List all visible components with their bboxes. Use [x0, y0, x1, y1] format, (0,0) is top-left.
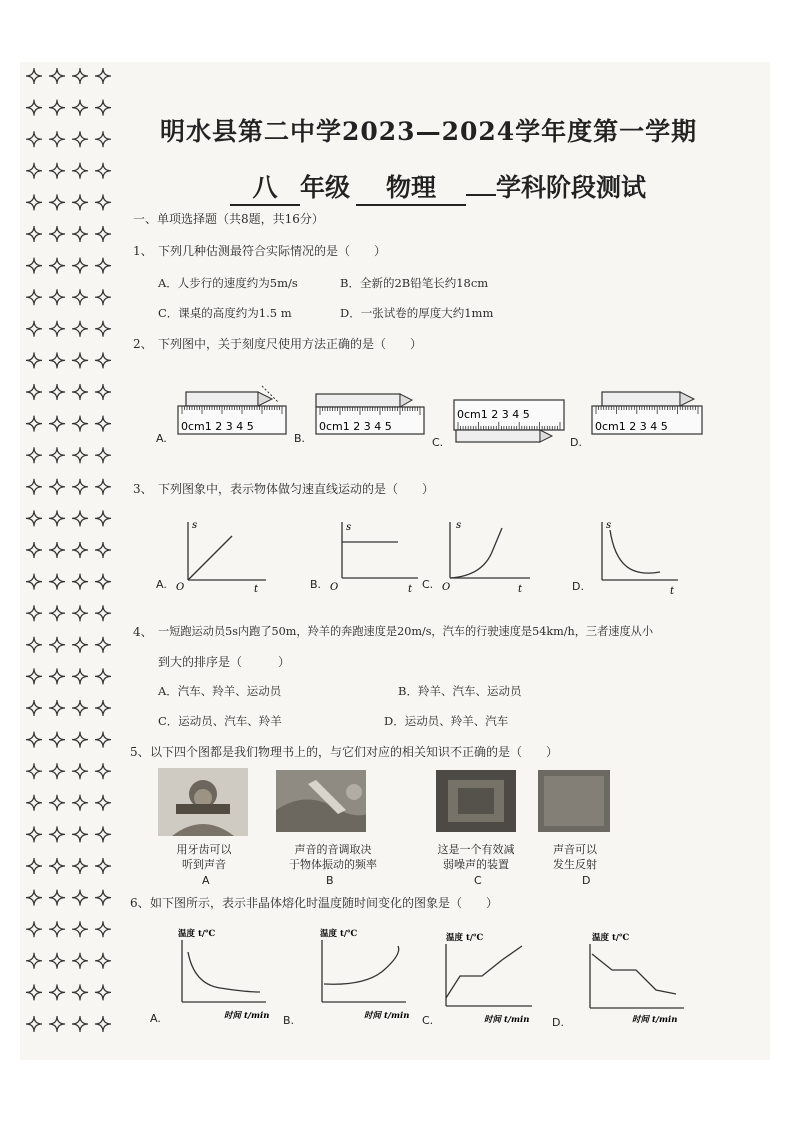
q6-label-b: B.: [283, 1014, 295, 1027]
q5-number: 5、: [130, 745, 150, 759]
sparkle-icon: [72, 1016, 88, 1032]
sparkle-icon: [49, 226, 65, 242]
sparkle-icon-column: [24, 64, 116, 1054]
q2-label-a: A.: [156, 432, 167, 445]
sparkle-icon: [95, 1016, 111, 1032]
sparkle-icon: [26, 890, 42, 906]
sparkle-icon: [95, 352, 111, 368]
q5-caption-b: 声音的音调取决 于物体振动的频率: [289, 843, 377, 871]
sparkle-icon: [72, 384, 88, 400]
sparkle-icon: [72, 131, 88, 147]
q6-graph-c: [430, 928, 540, 1024]
sparkle-icon: [49, 1016, 65, 1032]
sparkle-icon: [26, 194, 42, 210]
sparkle-icon: [26, 921, 42, 937]
sparkle-icon: [72, 732, 88, 748]
q6-stem: 如下图所示，表示非晶体熔化时温度随时间变化的图象是（ ）: [150, 896, 499, 910]
q1-option-c: C．课桌的高度约为1.5 m: [158, 306, 292, 320]
sparkle-icon: [95, 258, 111, 274]
sparkle-icon: [26, 447, 42, 463]
sparkle-icon: [49, 858, 65, 874]
sparkle-icon: [49, 163, 65, 179]
q2-number: 2、: [133, 337, 153, 351]
sparkle-icon: [49, 605, 65, 621]
sparkle-icon: [95, 826, 111, 842]
sparkle-icon: [95, 795, 111, 811]
q6-a-x-label: 时间 t/min: [224, 1011, 270, 1021]
q3-number: 3、: [133, 482, 153, 496]
sparkle-icon: [95, 416, 111, 432]
q6-c-x-label: 时间 t/min: [484, 1015, 530, 1024]
sparkle-icon: [49, 542, 65, 558]
sparkle-icon: [49, 68, 65, 84]
q3-d-x-label: t: [670, 586, 675, 596]
q4-option-b: B．羚羊、汽车、运动员: [398, 684, 522, 698]
q6-label-c: C.: [422, 1014, 434, 1027]
q4-stem-cont: 到大的排序是（ ）: [158, 655, 291, 669]
sparkle-icon: [26, 479, 42, 495]
q3-c-y-label: s: [456, 520, 462, 531]
q3-graph-d: [590, 516, 686, 596]
q3-graph-c: [436, 516, 536, 594]
sparkle-icon: [49, 953, 65, 969]
subject-blank: 物理: [356, 168, 466, 206]
sparkle-icon: [95, 890, 111, 906]
sparkle-icon: [49, 795, 65, 811]
sparkle-icon: [49, 826, 65, 842]
q2-ruler-text-c: 0cm1 2 3 4 5: [457, 408, 530, 421]
q2-ruler-text-a: 0cm1 2 3 4 5: [181, 420, 254, 433]
sparkle-icon: [49, 510, 65, 526]
q6-label-d: D.: [552, 1016, 564, 1029]
q2-ruler-text-b: 0cm1 2 3 4 5: [319, 420, 392, 433]
sparkle-icon: [26, 858, 42, 874]
sparkle-icon: [72, 194, 88, 210]
subject-blank-tail: [466, 194, 496, 196]
sparkle-icon: [72, 479, 88, 495]
sparkle-icon: [49, 574, 65, 590]
q6-c-y-label: 温度 t/℃: [446, 933, 484, 943]
sparkle-icon: [49, 700, 65, 716]
q1-option-a: A．人步行的速度约为5m/s: [158, 276, 298, 290]
sparkle-icon: [72, 100, 88, 116]
sparkle-icon: [95, 479, 111, 495]
q3-a-x-label: t: [254, 584, 259, 594]
sparkle-icon: [26, 416, 42, 432]
sparkle-icon: [49, 100, 65, 116]
q3-c-origin: O: [442, 582, 451, 593]
sparkle-icon: [26, 289, 42, 305]
sparkle-icon: [72, 890, 88, 906]
sparkle-icon: [95, 605, 111, 621]
sparkle-icon: [72, 953, 88, 969]
sparkle-icon: [49, 732, 65, 748]
sparkle-icon: [49, 921, 65, 937]
q1-number: 1、: [133, 244, 153, 258]
sparkle-icon: [95, 732, 111, 748]
sparkle-icon: [95, 510, 111, 526]
sparkle-icon: [26, 258, 42, 274]
q6-b-x-label: 时间 t/min: [364, 1011, 410, 1021]
q3-a-y-label: s: [192, 520, 198, 531]
sparkle-icon: [49, 194, 65, 210]
sparkle-icon: [72, 258, 88, 274]
sparkle-icon: [72, 226, 88, 242]
sparkle-icon: [72, 542, 88, 558]
sparkle-icon: [49, 384, 65, 400]
margin-decoration: [24, 64, 116, 1054]
q4-option-c: C．运动员、汽车、羚羊: [158, 714, 282, 728]
q3-graph-a: [170, 516, 270, 594]
sparkle-icon: [95, 542, 111, 558]
sparkle-icon: [49, 890, 65, 906]
sparkle-icon: [49, 668, 65, 684]
q2-label-c: C.: [432, 436, 444, 449]
sparkle-icon: [72, 637, 88, 653]
sparkle-icon: [26, 163, 42, 179]
q6-a-y-label: 温度 t/℃: [178, 929, 216, 939]
q6-d-y-label: 温度 t/℃: [592, 933, 630, 943]
sparkle-icon: [26, 605, 42, 621]
q4-option-d: D．运动员、羚羊、汽车: [384, 714, 509, 728]
grade-suffix: 年级: [300, 173, 351, 202]
q6-graph-a: [164, 926, 274, 1022]
q3-b-y-label: s: [346, 522, 352, 533]
sparkle-icon: [72, 416, 88, 432]
q4-stem: 一短跑运动员5s内跑了50m，羚羊的奔跑速度是20m/s，汽车的行驶速度是54km/h，三者速度从小: [158, 625, 654, 638]
q6-label-a: A.: [150, 1012, 161, 1025]
sparkle-icon: [26, 984, 42, 1000]
q2-figure-b: [310, 384, 428, 444]
sparkle-icon: [72, 763, 88, 779]
sparkle-icon: [72, 605, 88, 621]
sparkle-icon: [72, 574, 88, 590]
sparkle-icon: [26, 795, 42, 811]
q5-label-c: C: [474, 874, 482, 887]
q3-b-origin: O: [330, 582, 339, 593]
q4-option-a: A．汽车、羚羊、运动员: [158, 684, 282, 698]
sparkle-icon: [49, 763, 65, 779]
sparkle-icon: [49, 352, 65, 368]
sparkle-icon: [26, 826, 42, 842]
sparkle-icon: [26, 131, 42, 147]
sparkle-icon: [49, 289, 65, 305]
sparkle-icon: [72, 984, 88, 1000]
sparkle-icon: [49, 447, 65, 463]
sparkle-icon: [72, 700, 88, 716]
sparkle-icon: [26, 574, 42, 590]
sparkle-icon: [72, 858, 88, 874]
section-heading: 一、单项选择题（共8题，共16分）: [133, 212, 324, 226]
q2-label-b: B.: [294, 432, 306, 445]
sparkle-icon: [49, 479, 65, 495]
test-name: 学科阶段测试: [496, 173, 647, 202]
exam-title: 明水县第二中学2023—2024学年度第一学期: [160, 117, 698, 146]
sparkle-icon: [95, 984, 111, 1000]
sparkle-icon: [72, 352, 88, 368]
q3-label-c: C.: [422, 578, 434, 591]
q6-graph-d: [576, 928, 692, 1024]
q6-d-x-label: 时间 t/min: [632, 1015, 678, 1024]
sparkle-icon: [49, 321, 65, 337]
sparkle-icon: [95, 289, 111, 305]
q1-option-b: B．全新的2B铅笔长约18cm: [340, 276, 489, 290]
q6-b-y-label: 温度 t/℃: [320, 929, 358, 939]
sparkle-icon: [26, 384, 42, 400]
sparkle-icon: [26, 700, 42, 716]
q2-figure-d: [588, 384, 706, 444]
grade-blank: 八: [230, 168, 300, 206]
sparkle-icon: [26, 637, 42, 653]
sparkle-icon: [95, 447, 111, 463]
q3-c-x-label: t: [518, 584, 523, 594]
q3-label-d: D.: [572, 580, 584, 593]
q5-label-d: D: [582, 874, 591, 887]
q3-d-y-label: s: [606, 520, 612, 531]
sparkle-icon: [72, 795, 88, 811]
sparkle-icon: [49, 984, 65, 1000]
sparkle-icon: [95, 68, 111, 84]
sparkle-icon: [95, 321, 111, 337]
q5-photo-b: [276, 770, 366, 838]
sparkle-icon: [26, 732, 42, 748]
sparkle-icon: [95, 574, 111, 590]
q5-photo-c: [436, 770, 526, 838]
q2-figure-c: [450, 384, 568, 448]
sparkle-icon: [26, 352, 42, 368]
sparkle-icon: [72, 68, 88, 84]
sparkle-icon: [49, 416, 65, 432]
sparkle-icon: [95, 763, 111, 779]
sparkle-icon: [72, 510, 88, 526]
q3-stem: 下列图象中，表示物体做匀速直线运动的是（ ）: [158, 482, 435, 496]
sparkle-icon: [95, 953, 111, 969]
sparkle-icon: [95, 226, 111, 242]
q5-stem: 以下四个图都是我们物理书上的，与它们对应的相关知识不正确的是（ ）: [150, 745, 559, 759]
q5-label-a: A: [202, 874, 210, 887]
sparkle-icon: [95, 163, 111, 179]
q3-graph-b: [326, 516, 422, 594]
q2-stem: 下列图中，关于刻度尺使用方法正确的是（ ）: [158, 337, 423, 351]
q3-label-b: B.: [310, 578, 322, 591]
q5-label-b: B: [326, 874, 334, 887]
sparkle-icon: [26, 668, 42, 684]
sparkle-icon: [95, 637, 111, 653]
sparkle-icon: [26, 100, 42, 116]
sparkle-icon: [95, 700, 111, 716]
exam-subtitle: [230, 168, 690, 206]
sparkle-icon: [72, 289, 88, 305]
q3-b-x-label: t: [408, 584, 413, 594]
q5-caption-d: 声音可以 发生反射: [553, 843, 597, 871]
sparkle-icon: [26, 763, 42, 779]
sparkle-icon: [72, 826, 88, 842]
q3-label-a: A.: [156, 578, 167, 591]
sparkle-icon: [72, 921, 88, 937]
sparkle-icon: [95, 668, 111, 684]
sparkle-icon: [95, 131, 111, 147]
q4-number: 4、: [133, 625, 153, 639]
q5-photo-a: [158, 768, 248, 836]
sparkle-icon: [26, 68, 42, 84]
sparkle-icon: [72, 668, 88, 684]
q6-graph-b: [306, 926, 416, 1022]
sparkle-icon: [95, 858, 111, 874]
q1-stem: 下列几种估测最符合实际情况的是（ ）: [158, 244, 387, 258]
q3-a-origin: O: [176, 582, 185, 593]
q5-photo-d: [538, 770, 628, 838]
sparkle-icon: [49, 258, 65, 274]
sparkle-icon: [26, 1016, 42, 1032]
sparkle-icon: [26, 953, 42, 969]
sparkle-icon: [95, 100, 111, 116]
q6-number: 6、: [130, 896, 150, 910]
sparkle-icon: [72, 447, 88, 463]
sparkle-icon: [26, 226, 42, 242]
sparkle-icon: [72, 321, 88, 337]
sparkle-icon: [49, 637, 65, 653]
q2-label-d: D.: [570, 436, 582, 449]
sparkle-icon: [95, 921, 111, 937]
sparkle-icon: [26, 321, 42, 337]
sparkle-icon: [95, 194, 111, 210]
q1-option-d: D．一张试卷的厚度大约1mm: [340, 306, 494, 320]
sparkle-icon: [49, 131, 65, 147]
sparkle-icon: [26, 510, 42, 526]
q5-caption-c: 这是一个有效减 弱噪声的装置: [437, 843, 515, 871]
q2-ruler-text-d: 0cm1 2 3 4 5: [595, 420, 668, 433]
sparkle-icon: [72, 163, 88, 179]
sparkle-icon: [26, 542, 42, 558]
q2-figure-a: [172, 384, 290, 444]
sparkle-icon: [95, 384, 111, 400]
q5-caption-a: 用牙齿可以 听到声音: [176, 843, 232, 871]
